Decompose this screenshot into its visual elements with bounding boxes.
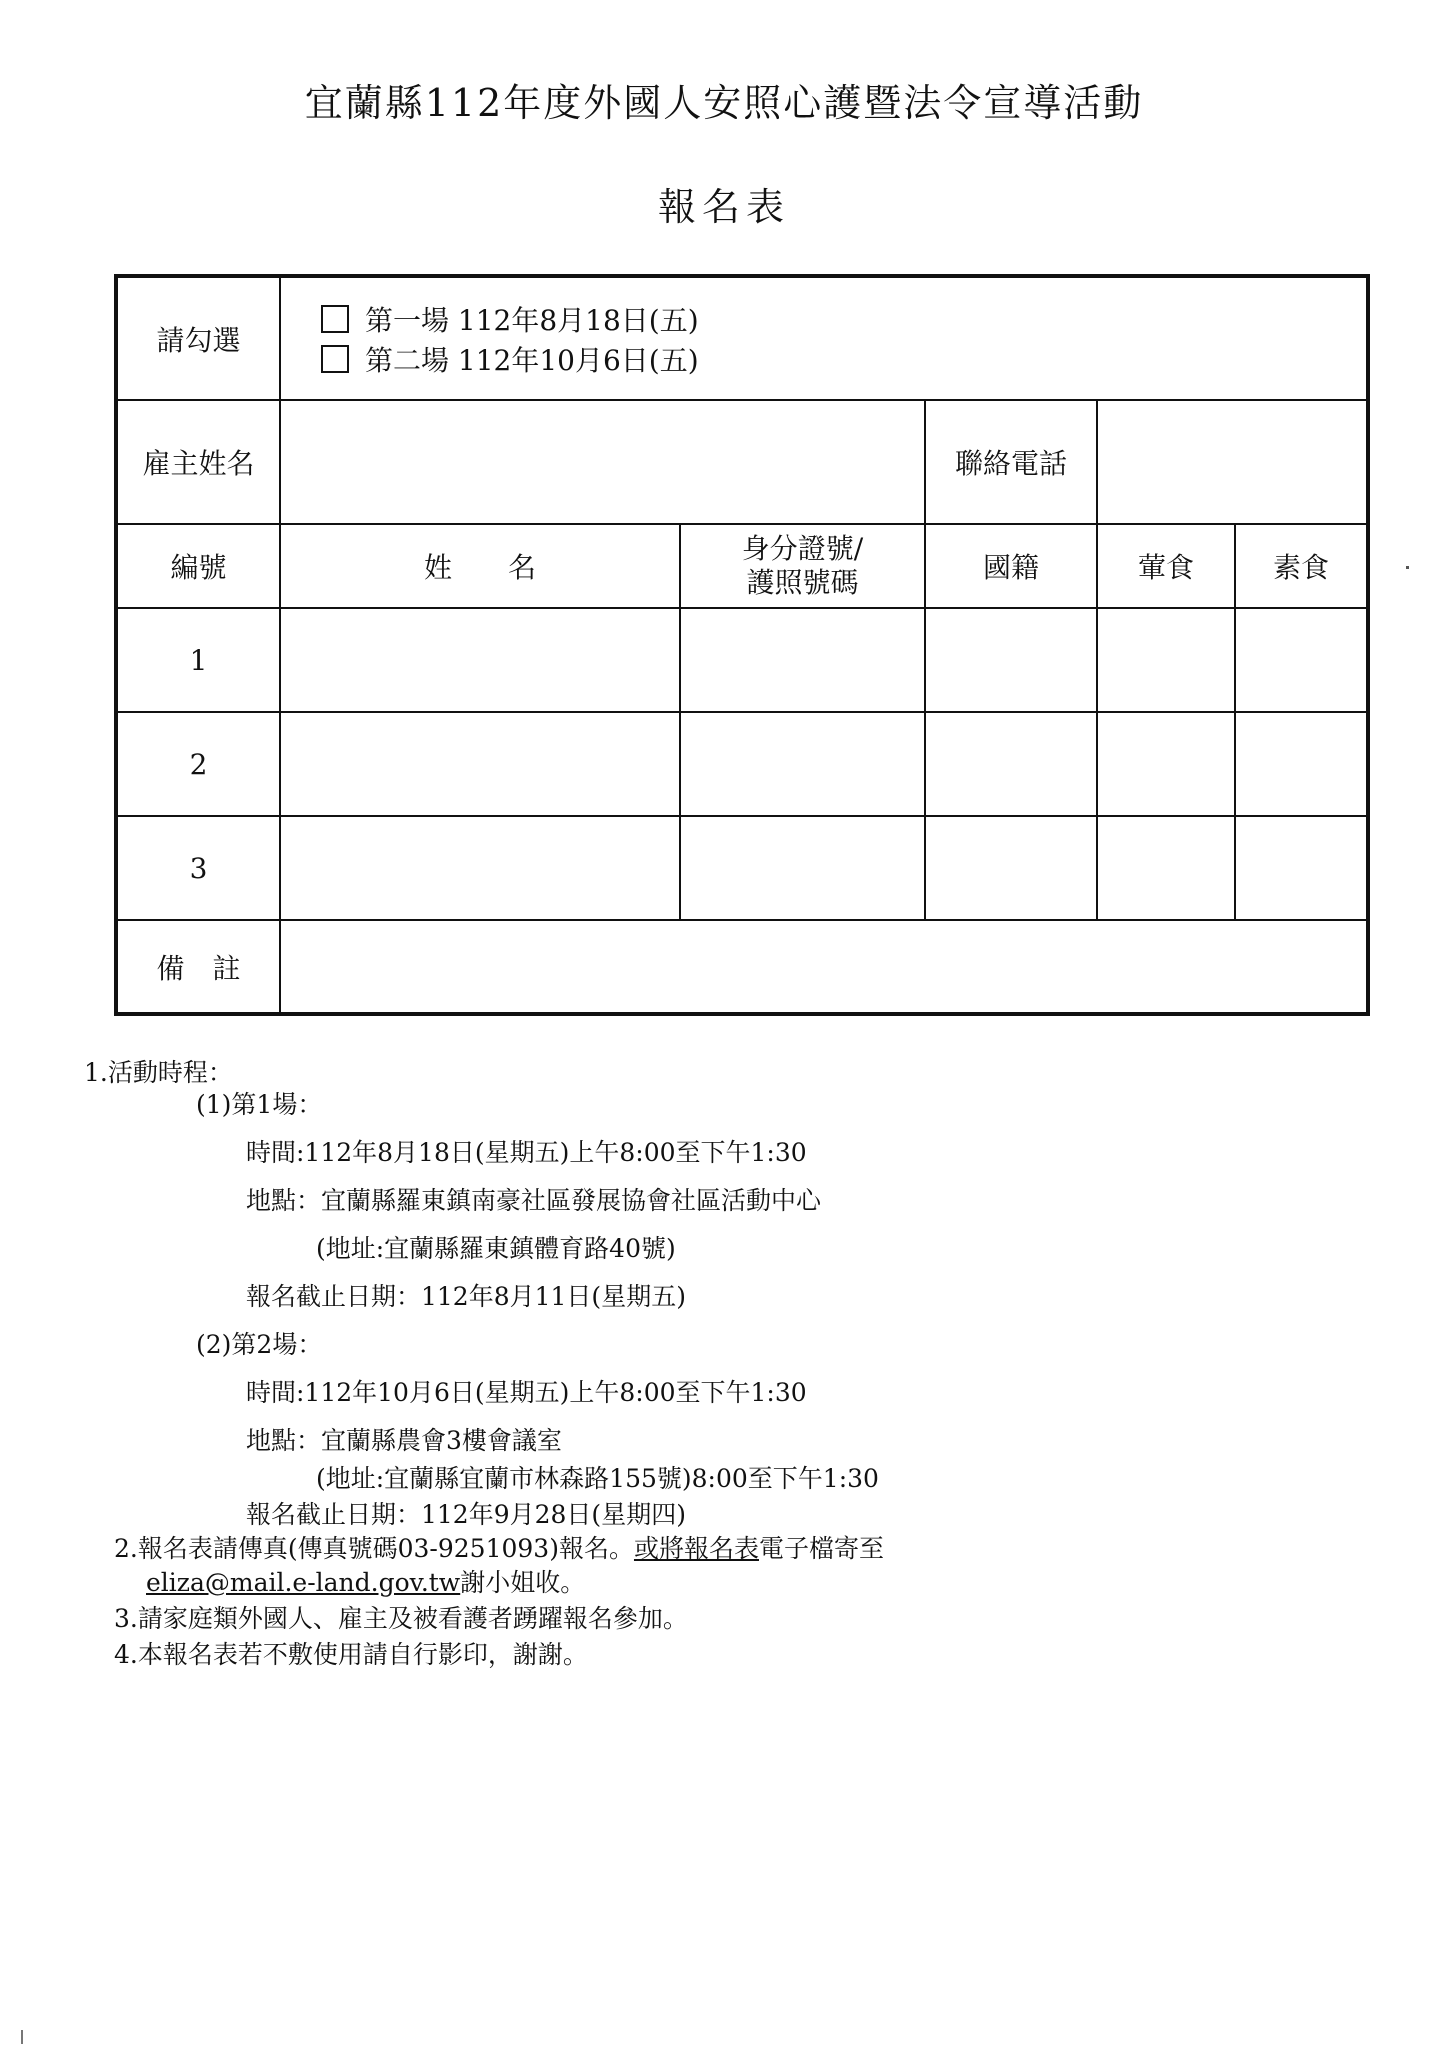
employer-label: 雇主姓名 [116,400,280,524]
note-2 [114,1536,884,1561]
session-2-place: 地點：宜蘭縣農會3樓會議室 [246,1426,562,1455]
email-link[interactable]: eliza@mail.e-land.gov.tw [146,1568,461,1597]
note-2-underlined-a: 或將報名表 [633,1534,759,1563]
nationality-field[interactable] [925,712,1097,816]
session-1-address: (地址:宜蘭縣羅東鎮體育路40號) [316,1234,676,1263]
phone-label: 聯絡電話 [925,400,1097,524]
id-field[interactable] [680,608,925,712]
phone-field[interactable] [1097,400,1368,524]
session-option-2[interactable] [281,339,1366,379]
header-vegetarian: 素食 [1235,524,1368,608]
scan-mark [21,2030,23,2044]
table-row [116,608,1368,712]
employer-row [116,400,1368,524]
session-2-deadline: 報名截止日期：112年9月28日(星期四) [246,1500,686,1529]
form-title: 報名表 [657,185,790,229]
registration-table [114,274,1370,1016]
scan-speck [1406,566,1409,569]
session-option-2-label: 第二場 112年10月6日(五) [365,343,699,377]
document-title: 宜蘭縣112年度外國人安照心護暨法令宣導活動 [304,81,1144,125]
id-field[interactable] [680,712,925,816]
vegetarian-field[interactable] [1235,608,1368,712]
id-field[interactable] [680,816,925,920]
column-header-row [116,524,1368,608]
select-label: 請勾選 [116,276,280,400]
vegetarian-field[interactable] [1235,816,1368,920]
name-field[interactable] [280,816,680,920]
note-2-text: 2.報名表請傳真(傳真號碼03-9251093)報名。 [114,1534,634,1563]
session-1-title: (1)第1場： [196,1090,323,1119]
note-2-line2 [146,1570,585,1595]
session-2-address: (地址:宜蘭縣宜蘭市林森路155號)8:00至下午1:30 [316,1464,879,1493]
row-number: 3 [116,816,280,920]
session-2-title: (2)第2場： [196,1330,323,1359]
header-meat: 葷食 [1097,524,1235,608]
session-option-1[interactable] [281,299,1366,339]
name-field[interactable] [280,712,680,816]
remarks-row [116,920,1368,1014]
table-row [116,712,1368,816]
note-2-plain: 電子檔寄至 [758,1534,884,1563]
note-3: 3.請家庭類外國人、雇主及被看護者踴躍報名參加。 [114,1604,688,1633]
checkbox-session-2[interactable] [321,345,349,373]
vegetarian-field[interactable] [1235,712,1368,816]
session-options [280,276,1368,400]
header-id-line2: 護照號碼 [746,566,859,599]
note-1-title: 1.活動時程： [84,1058,233,1087]
session-option-1-label: 第一場 112年8月18日(五) [365,303,699,337]
remarks-field[interactable] [280,920,1368,1014]
session-1-time: 時間:112年8月18日(星期五)上午8:00至下午1:30 [246,1138,807,1167]
meat-field[interactable] [1097,816,1235,920]
employer-name-field[interactable] [280,400,925,524]
meat-field[interactable] [1097,608,1235,712]
table-row [116,816,1368,920]
row-number: 1 [116,608,280,712]
meat-field[interactable] [1097,712,1235,816]
nationality-field[interactable] [925,608,1097,712]
header-number: 編號 [116,524,280,608]
header-nationality: 國籍 [925,524,1097,608]
header-name: 姓 名 [280,524,680,608]
header-id-line1: 身分證號/ [741,532,864,565]
row-number: 2 [116,712,280,816]
session-2-time: 時間:112年10月6日(星期五)上午8:00至下午1:30 [246,1378,807,1407]
nationality-field[interactable] [925,816,1097,920]
name-field[interactable] [280,608,680,712]
session-1-place: 地點：宜蘭縣羅東鎮南豪社區發展協會社區活動中心 [246,1186,822,1215]
session-select-row [116,276,1368,400]
header-id [680,524,925,608]
note-2-recipient: 謝小姐收。 [460,1568,586,1597]
checkbox-session-1[interactable] [321,305,349,333]
session-1-deadline: 報名截止日期：112年8月11日(星期五) [246,1282,686,1311]
note-4: 4.本報名表若不敷使用請自行影印，謝謝。 [114,1640,588,1669]
remarks-label: 備 註 [116,920,280,1014]
